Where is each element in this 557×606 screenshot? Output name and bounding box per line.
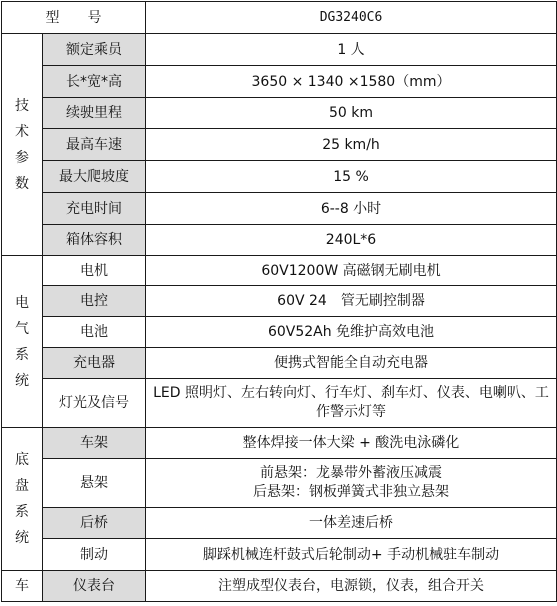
spec-name: 电控 [43, 286, 146, 317]
model-value: DG3240C6 [146, 2, 557, 34]
spec-name: 箱体容积 [43, 225, 146, 256]
spec-value: 240L*6 [146, 225, 557, 256]
spec-table [1, 1, 557, 602]
table-row [2, 66, 557, 98]
spec-name: 电机 [43, 256, 146, 286]
table-row [2, 256, 557, 286]
table-row [2, 379, 557, 428]
group-tech-params: 技术参数 [2, 34, 43, 256]
spec-name: 长*宽*高 [43, 66, 146, 98]
table-row [2, 286, 557, 317]
spec-value: 整体焊接一体大梁 + 酸洗电泳磷化 [146, 428, 557, 459]
spec-value: 注塑成型仪表台，电源锁，仪表，组合开关 [146, 571, 557, 602]
spec-value: LED 照明灯、左右转向灯、行车灯、刹车灯、仪表、电喇叭、工作警示灯等 [146, 379, 557, 428]
spec-value: 60V1200W 高磁钢无刷电机 [146, 256, 557, 286]
table-row [2, 193, 557, 225]
model-label: 型 号 [2, 2, 146, 34]
table-row [2, 98, 557, 129]
spec-value: 60V52Ah 免维护高效电池 [146, 317, 557, 348]
spec-name: 车架 [43, 428, 146, 459]
spec-name: 仪表台 [43, 571, 146, 602]
spec-value: 25 km/h [146, 129, 557, 161]
spec-name: 最大爬坡度 [43, 161, 146, 193]
group-body: 车 [2, 571, 43, 602]
spec-value [146, 459, 557, 508]
table-row [2, 539, 557, 571]
table-row [2, 348, 557, 379]
spec-name: 制动 [43, 539, 146, 571]
table-row [2, 225, 557, 256]
spec-value: 1 人 [146, 34, 557, 66]
spec-value: 便携式智能全自动充电器 [146, 348, 557, 379]
spec-name: 悬架 [43, 459, 146, 508]
group-chassis-system: 底盘系统 [2, 428, 43, 571]
spec-value-line: 前悬架：龙暴带外蓄液压减震 [260, 465, 442, 481]
table-row [2, 508, 557, 539]
table-row [2, 34, 557, 66]
spec-value: 60V 24 管无刷控制器 [146, 286, 557, 317]
spec-value: 6--8 小时 [146, 193, 557, 225]
spec-name: 额定乘员 [43, 34, 146, 66]
spec-name: 电池 [43, 317, 146, 348]
spec-name: 灯光及信号 [43, 379, 146, 428]
table-row [2, 161, 557, 193]
spec-value: 50 km [146, 98, 557, 129]
group-electric-system: 电气系统 [2, 256, 43, 428]
spec-name: 充电时间 [43, 193, 146, 225]
spec-name: 最高车速 [43, 129, 146, 161]
spec-name: 充电器 [43, 348, 146, 379]
spec-value: 3650 × 1340 ×1580（mm） [146, 66, 557, 98]
spec-value-line: 后悬架：钢板弹簧式非独立悬架 [253, 484, 449, 500]
table-row [2, 428, 557, 459]
table-row [2, 459, 557, 508]
table-row [2, 317, 557, 348]
spec-name: 后桥 [43, 508, 146, 539]
spec-value: 一体差速后桥 [146, 508, 557, 539]
table-row [2, 571, 557, 602]
spec-value: 15 % [146, 161, 557, 193]
table-row [2, 129, 557, 161]
spec-value: 脚踩机械连杆鼓式后轮制动+ 手动机械驻车制动 [146, 539, 557, 571]
spec-name: 续驶里程 [43, 98, 146, 129]
table-row [2, 2, 557, 34]
